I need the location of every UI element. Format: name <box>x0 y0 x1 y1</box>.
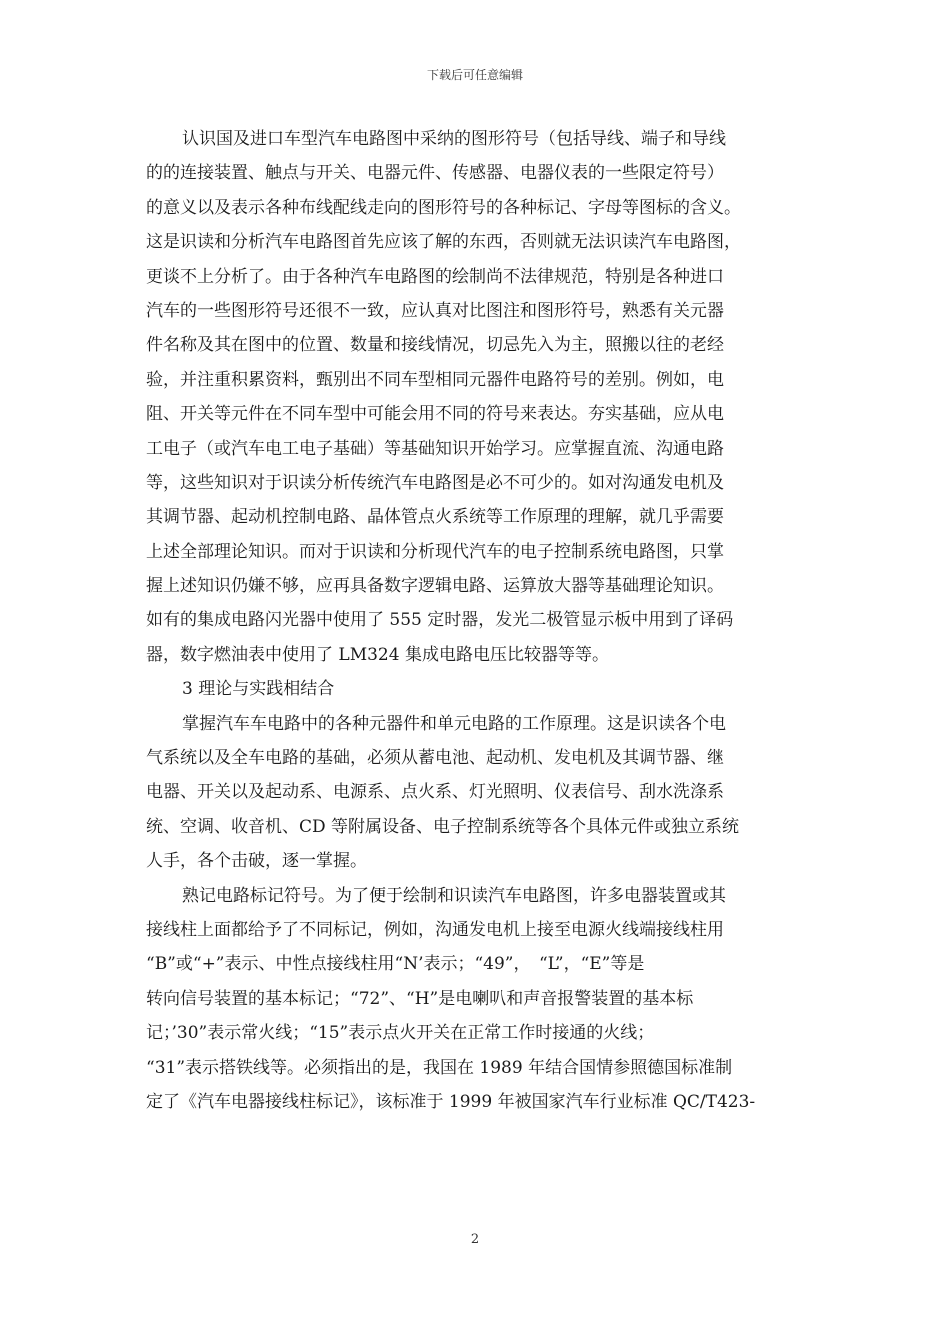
body-text <box>146 122 812 1119</box>
text-line: 等，这些知识对于识读分析传统汽车电路图是必不可少的。如对沟通发电机及 <box>146 472 724 493</box>
text-line: 记；’30”表示常火线；“15”表示点火开关在正常工作时接通的火线； <box>146 1023 655 1044</box>
page-number: 2 <box>470 1232 480 1247</box>
text-line: 人手，各个击破，逐一掌握。 <box>146 851 367 872</box>
text-line: 如有的集成电路闪光器中使用了 555 定时器，发光二极管显示板中用到了译码 <box>146 610 734 631</box>
text-line: 这是识读和分析汽车电路图首先应该了解的东西，否则就无法识读汽车电路图， <box>146 232 741 253</box>
text-line: 其调节器、起动机控制电路、晶体管点火系统等工作原理的理解，就几乎需要 <box>146 507 724 528</box>
text-line: “B”或“+”表示、中性点接线柱用“N’表示；“49”， “L”，“E”等是 <box>146 954 645 975</box>
text-line: 统、空调、收音机、CD 等附属设备、电子控制系统等各个具体元件或独立系统 <box>146 816 740 837</box>
text-line: 汽车的一些图形符号还很不一致，应认真对比图注和图形符号，熟悉有关元器 <box>146 300 724 321</box>
text-line: 阻、开关等元件在不同车型中可能会用不同的符号来表达。夯实基础，应从电 <box>146 404 724 425</box>
text-line: 转向信号装置的基本标记；“72”、“H”是电喇叭和声音报警装置的基本标 <box>146 988 694 1009</box>
text-line: 器，数字燃油表中使用了 LM324 集成电路电压比较器等等。 <box>146 644 609 665</box>
text-line: 掌握汽车车电路中的各种元器件和单元电路的工作原理。这是识读各个电 <box>182 713 726 734</box>
section-heading: 3 理论与实践相结合 <box>182 679 335 700</box>
text-line: 接线柱上面都给予了不同标记，例如，沟通发电机上接至电源火线端接线柱用 <box>146 919 724 940</box>
text-line: 握上述知识仍嫌不够，应再具备数字逻辑电路、运算放大器等基础理论知识。 <box>146 576 724 597</box>
text-line: 定了《汽车电器接线柱标记》，该标准于 1999 年被国家汽车行业标准 QC/T423- <box>146 1091 756 1112</box>
text-line: 熟记电路标记符号。为了便于绘制和识读汽车电路图，许多电器装置或其 <box>182 885 726 906</box>
text-line: 件名称及其在图中的位置、数量和接线情况，切忌先入为主，照搬以往的老经 <box>146 335 724 356</box>
text-line: 认识国及进口车型汽车电路图中采纳的图形符号（包括导线、端子和导线 <box>182 129 726 149</box>
text-line: 气系统以及全车电路的基础，必须从蓄电池、起动机、发电机及其调节器、继 <box>146 748 724 769</box>
text-line: 上述全部理论知识。而对于识读和分析现代汽车的电子控制系统电路图，只掌 <box>146 541 724 562</box>
text-line: “31”表示搭铁线等。必须指出的是，我国在 1989 年结合国情参照德国标准制 <box>146 1057 733 1078</box>
text-line: 的的连接装置、触点与开关、电器元件、传感器、电器仪表的一些限定符号） <box>146 163 724 184</box>
text-line: 工电子（或汽车电工电子基础）等基础知识开始学习。应掌握直流、沟通电路 <box>146 438 724 459</box>
text-line: 电器、开关以及起动系、电源系、点火系、灯光照明、仪表信号、刮水洗涤系 <box>146 782 724 803</box>
text-line: 更谈不上分析了。由于各种汽车电路图的绘制尚不法律规范，特别是各种进口 <box>146 266 724 287</box>
page-header: 下载后可任意编辑 <box>426 68 523 82</box>
text-line: 的意义以及表示各种布线配线走向的图形符号的各种标记、字母等图标的含义。 <box>146 197 741 218</box>
text-line: 验，并注重积累资料，甄别出不同车型相同元器件电路符号的差别。例如，电 <box>146 369 724 390</box>
